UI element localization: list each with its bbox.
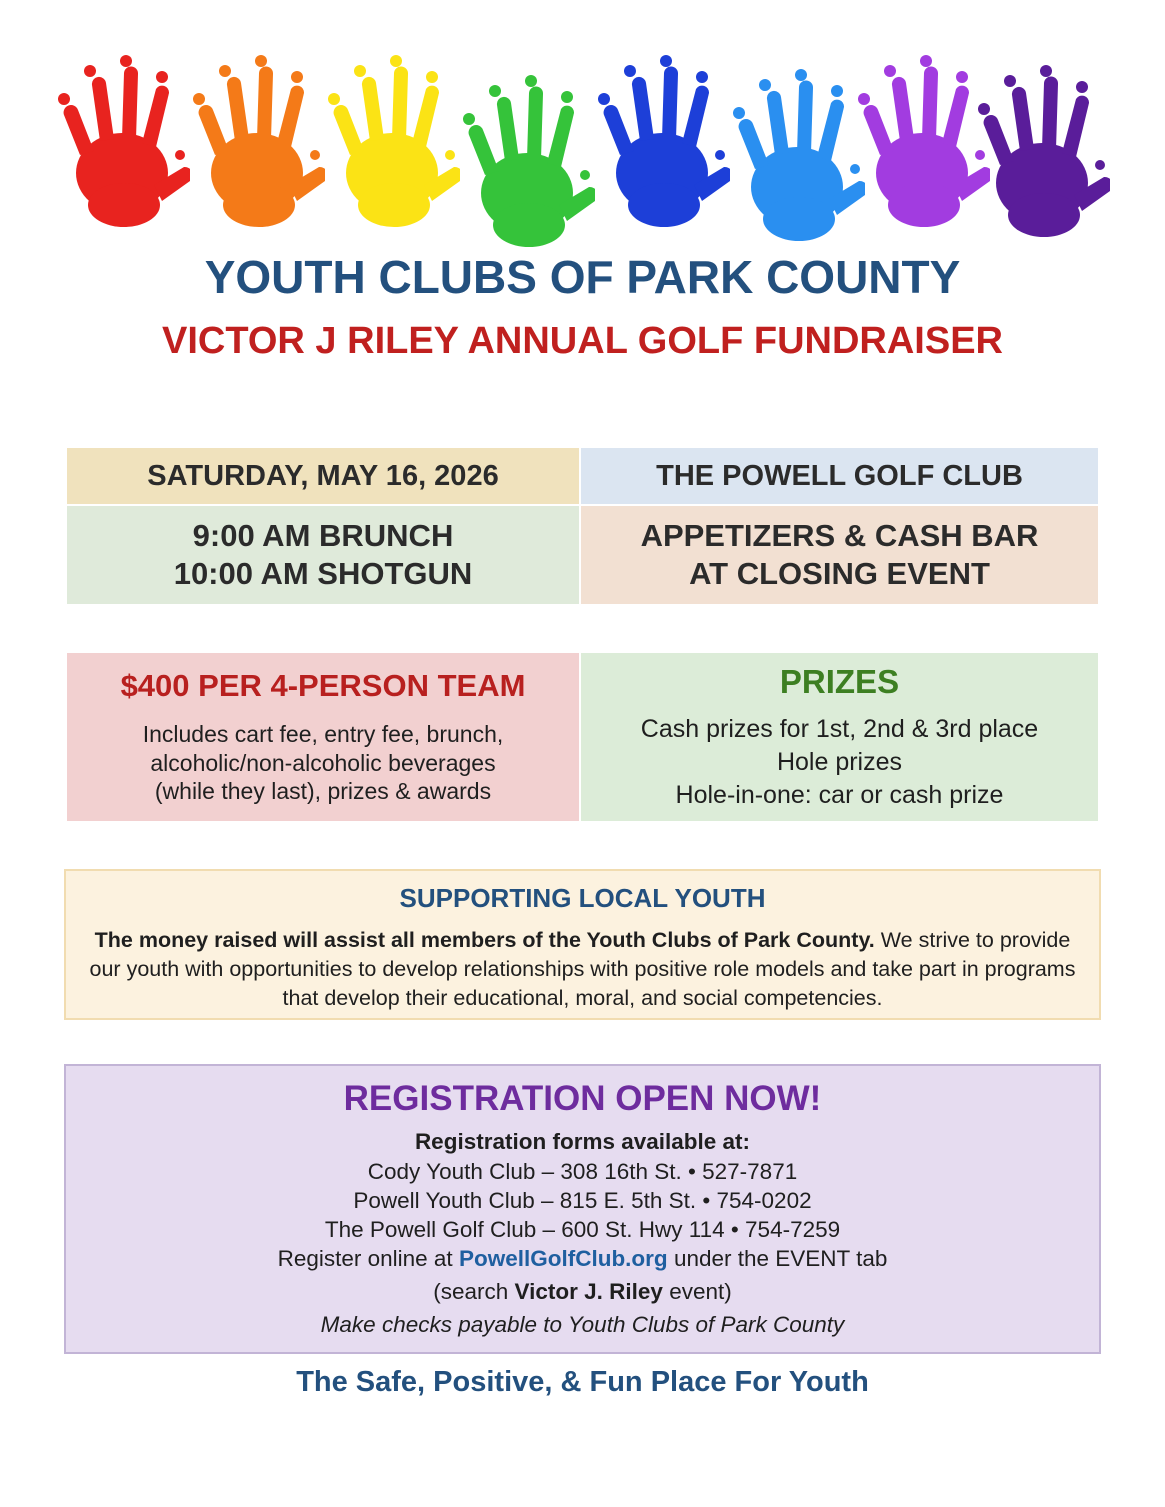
event-venue: THE POWELL GOLF CLUB bbox=[580, 447, 1099, 505]
extras-line: AT CLOSING EVENT bbox=[689, 556, 990, 591]
event-date: SATURDAY, MAY 16, 2026 bbox=[66, 447, 580, 505]
prizes-panel bbox=[580, 652, 1099, 822]
footer-tagline: The Safe, Positive, & Fun Place For Youth bbox=[296, 1366, 869, 1398]
pricing-line: alcoholic/non-alcoholic beverages bbox=[150, 749, 496, 776]
pricing-panel bbox=[66, 652, 580, 822]
prize-line: Hole prizes bbox=[776, 747, 903, 776]
pricing-line: (while they last), prizes & awards bbox=[154, 778, 492, 805]
support-bold-text: The money raised will assist all members of the Youth Clubs of Park County. bbox=[94, 928, 875, 952]
registration-search-hint bbox=[66, 1277, 1099, 1306]
support-paragraph bbox=[84, 926, 1081, 1013]
event-extras bbox=[580, 505, 1099, 605]
event-title: VICTOR J RILEY ANNUAL GOLF FUNDRAISER bbox=[162, 320, 1003, 362]
checks-payable-note: Make checks payable to Youth Clubs of Park County bbox=[320, 1312, 845, 1337]
yellow-hand-icon bbox=[320, 55, 460, 235]
event-details-table bbox=[66, 447, 1099, 605]
blue-hand-icon bbox=[590, 55, 730, 235]
dark-purple-hand-icon bbox=[970, 65, 1110, 245]
support-heading: SUPPORTING LOCAL YOUTH bbox=[399, 883, 766, 913]
online-suffix: under the EVENT tab bbox=[667, 1246, 888, 1271]
org-title: YOUTH CLUBS OF PARK COUNTY bbox=[204, 251, 961, 303]
registration-forms-label: Registration forms available at: bbox=[414, 1129, 751, 1154]
schedule-line: 10:00 AM SHOTGUN bbox=[173, 556, 473, 591]
pricing-line: Includes cart fee, entry fee, brunch, bbox=[142, 721, 504, 748]
search-suffix: event) bbox=[662, 1279, 732, 1304]
prize-line: Cash prizes for 1st, 2nd & 3rd place bbox=[640, 714, 1039, 743]
orange-hand-icon bbox=[185, 55, 325, 235]
online-prefix: Register online at bbox=[277, 1246, 459, 1271]
purple-hand-icon bbox=[850, 55, 990, 235]
pricing-prizes-table bbox=[66, 652, 1099, 822]
red-hand-icon bbox=[50, 55, 190, 235]
light-blue-hand-icon bbox=[725, 69, 865, 249]
registration-heading: REGISTRATION OPEN NOW! bbox=[343, 1079, 822, 1118]
support-body-text: We strive to provide our youth with opportunities to develop relationships with positive role models and take part in programs that develop their educational, moral, and social competencies. bbox=[89, 928, 1076, 1010]
green-hand-icon bbox=[455, 75, 595, 255]
registration-online bbox=[66, 1244, 1099, 1273]
registration-website-link[interactable]: PowellGolfClub.org bbox=[458, 1246, 668, 1271]
handprint-banner bbox=[50, 55, 1115, 235]
schedule-line: 9:00 AM BRUNCH bbox=[192, 518, 454, 553]
registration-location: Cody Youth Club – 308 16th St. • 527-7871 bbox=[367, 1159, 798, 1184]
support-box bbox=[64, 869, 1101, 1020]
event-schedule bbox=[66, 505, 580, 605]
pricing-heading: $400 PER 4-PERSON TEAM bbox=[120, 668, 526, 704]
prizes-heading: PRIZES bbox=[779, 662, 900, 700]
registration-box bbox=[64, 1064, 1101, 1354]
search-prefix: (search bbox=[433, 1279, 515, 1304]
registration-location: The Powell Golf Club – 600 St. Hwy 114 • 754-7259 bbox=[324, 1217, 841, 1242]
prize-line: Hole-in-one: car or cash prize bbox=[675, 780, 1004, 809]
extras-line: APPETIZERS & CASH BAR bbox=[640, 518, 1039, 553]
search-event-name: Victor J. Riley bbox=[514, 1279, 663, 1304]
registration-location: Powell Youth Club – 815 E. 5th St. • 754-0202 bbox=[353, 1188, 812, 1213]
